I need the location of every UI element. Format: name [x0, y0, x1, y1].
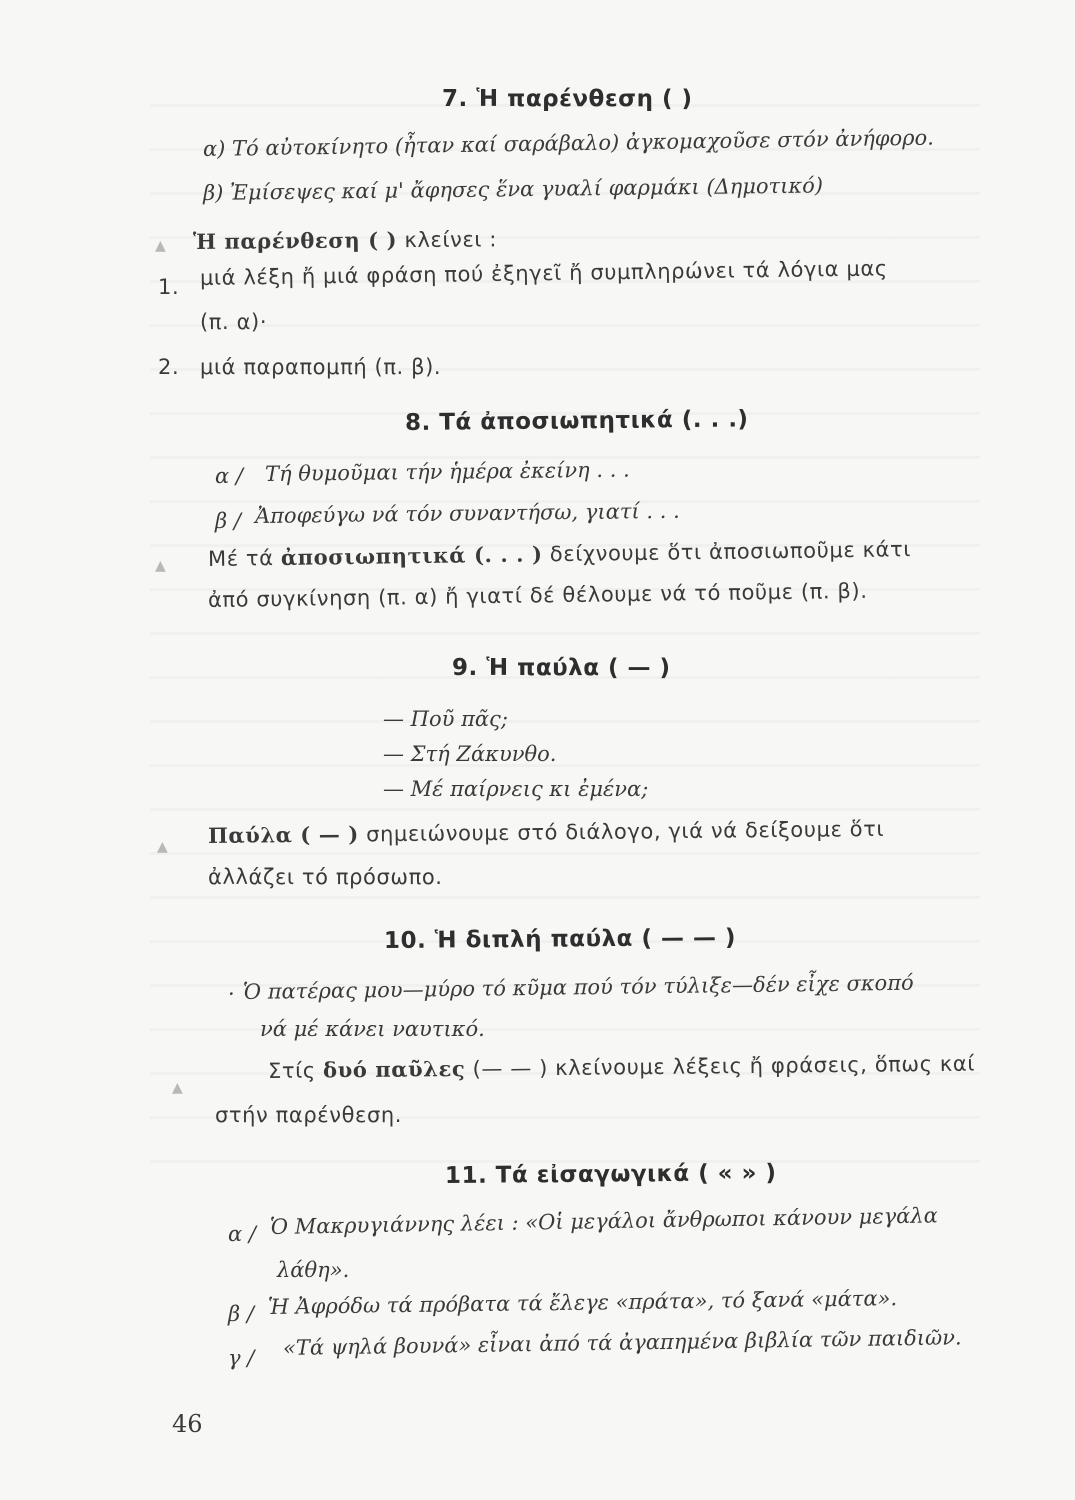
section-7-example-b: β) Ἐμίσεψες καί μ' ἄφησες ἕνα γυαλί φαρμάκι (Δημοτικό)	[202, 173, 824, 205]
dialogue-line-2: — Στή Ζάκυνθο.	[383, 742, 557, 766]
section-8-rule-line-1	[208, 536, 911, 571]
section-9-rule-term: Παύλα ( — )	[207, 821, 359, 848]
section-10-rule-line-1	[268, 1051, 975, 1083]
section-8-heading: 8. Τά ἀποσιωπητικά (. . .)	[404, 406, 749, 436]
section-marker-icon: ▲	[157, 839, 168, 855]
bullet-dot: ·	[228, 982, 235, 1006]
section-8-rule-rest: δείχνουμε ὅτι ἀποσιωποῦμε κάτι	[542, 537, 912, 567]
section-marker-icon: ▲	[172, 1080, 183, 1096]
section-11-example-c-label: γ /	[228, 1346, 255, 1370]
section-8-rule-term: ἀποσιωπητικά (. . . )	[280, 541, 543, 570]
section-11-example-a-label: α /	[228, 1222, 256, 1246]
section-10-example-line-2: νά μέ κάνει ναυτικό.	[260, 1017, 485, 1041]
section-10-rule-line-2: στήν παρένθεση.	[215, 1103, 403, 1127]
dialogue-line-1: — Ποῦ πᾶς;	[383, 707, 508, 731]
section-8-rule-pre: Μέ τά	[207, 545, 282, 571]
section-9-rule-line-2: ἀλλάζει τό πρόσωπο.	[208, 865, 443, 889]
section-marker-icon: ▲	[155, 558, 166, 574]
section-8-example-b-text: Ἀποφεύγω νά τόν συναντήσω, γιατί . . .	[254, 498, 680, 528]
section-7-heading: 7. Ἡ παρένθεση ( )	[442, 86, 693, 112]
dialogue-line-3: — Μέ παίρνεις κι ἐμένα;	[383, 777, 649, 801]
section-10-rule-term: δυό παῦλες	[322, 1055, 466, 1083]
section-10-heading: 10. Ἡ διπλή παύλα ( — — )	[383, 924, 737, 954]
section-11-example-c-text: «Τά ψηλά βουνά» εἶναι ἀπό τά ἀγαπημένα βιβλία τῶν παιδιῶν.	[282, 1325, 962, 1360]
section-9-rule-line-1	[208, 816, 884, 848]
section-8-rule-line-2: ἀπό συγκίνηση (π. α) ἤ γιατί δέ θέλουμε νά τό ποῦμε (π. β).	[207, 578, 868, 612]
section-10-rule-rest: (— — ) κλείνουμε λέξεις ἤ φράσεις, ὅπως καί	[465, 1051, 976, 1081]
section-7-item-1-line-1: μιά λέξη ἤ μιά φράση πού ἐξηγεῖ ἤ συμπληρώνει τά λόγια μας	[199, 256, 888, 290]
section-11-heading: 11. Τά εἰσαγωγικά ( « » )	[444, 1160, 777, 1189]
section-10-rule-pre: Στίς	[267, 1058, 324, 1083]
section-9-heading: 9. Ἡ παύλα ( — )	[452, 655, 671, 681]
section-7-item-2-number: 2.	[158, 355, 180, 379]
section-7-rule-term: Ἡ παρένθεση ( )	[192, 227, 398, 254]
section-11-example-b-text: Ἡ Ἀφρόδω τά πρόβατα τά ἔλεγε «πράτα», τό ξανά «μάτα».	[267, 1286, 898, 1319]
section-7-example-a: α) Τό αὐτοκίνητο (ἦταν καί σαράβαλο) ἀγκομαχοῦσε στόν ἀνήφορο.	[202, 125, 935, 161]
section-11-example-a-line-1: Ὁ Μακρυγιάννης λέει : «Οἱ μεγάλοι ἄνθρωποι κάνουν μεγάλα	[269, 1203, 939, 1239]
section-9-rule-rest: σημειώνουμε στό διάλογο, γιά νά δείξουμε ὅτι	[358, 816, 885, 847]
section-7-rule	[193, 226, 497, 254]
page-number: 46	[172, 1410, 203, 1438]
section-11-example-a-line-2: λάθη».	[277, 1258, 350, 1282]
section-7-item-1-line-2: (π. α)·	[200, 310, 268, 334]
section-11-example-b-label: β /	[228, 1302, 254, 1326]
section-8-example-a-label: α /	[215, 464, 243, 488]
section-10-example-line-1: Ὁ πατέρας μου—μύρο τό κῦμα πού τόν τύλιξε—δέν εἶχε σκοπό	[242, 970, 914, 1004]
section-8-example-b-label: β /	[215, 509, 241, 533]
section-7-rule-rest: κλείνει :	[397, 227, 498, 253]
section-marker-icon: ▲	[155, 238, 166, 254]
section-7-item-1-number: 1.	[158, 275, 180, 299]
section-8-example-a-text: Τή θυμοῦμαι τήν ἡμέρα ἐκείνη . . .	[264, 457, 630, 486]
section-7-item-2-text: μιά παραπομπή (π. β).	[200, 355, 442, 379]
